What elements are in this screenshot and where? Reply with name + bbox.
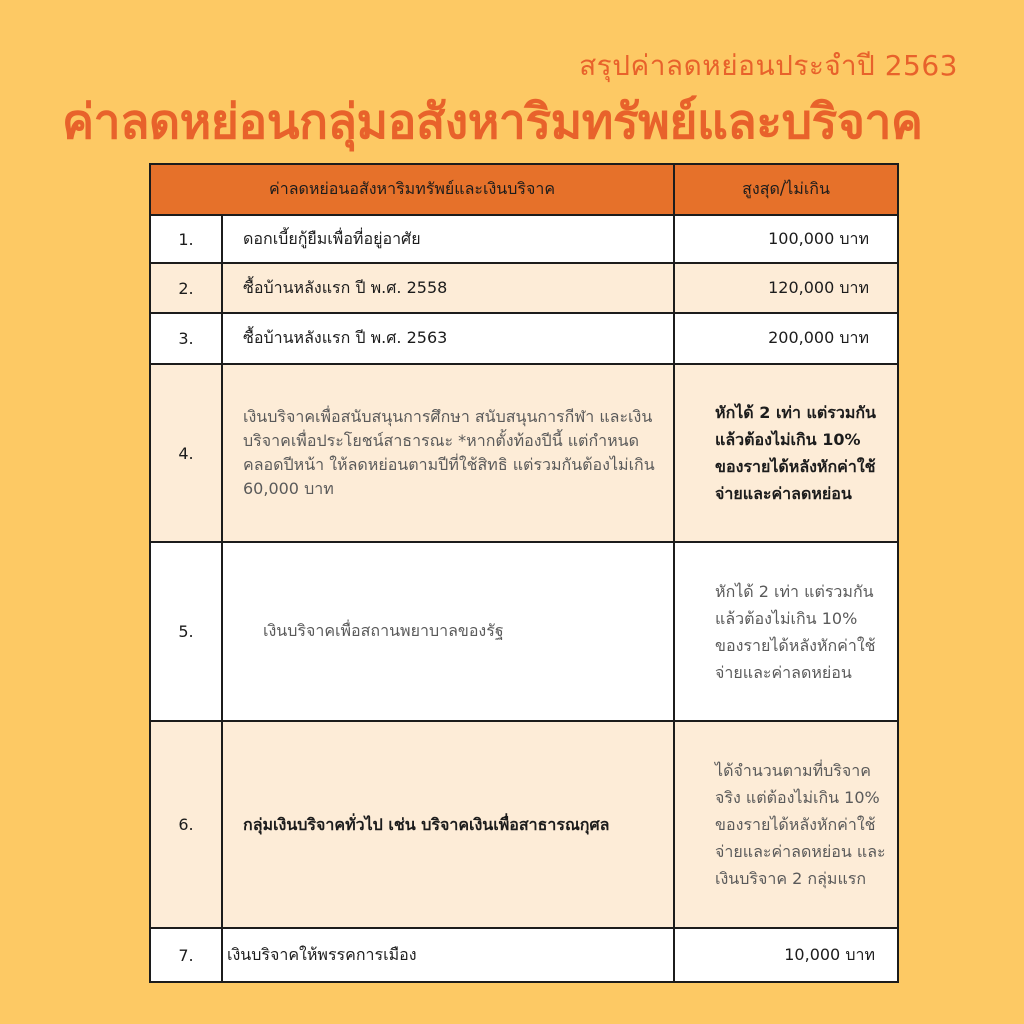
row-number: 3. <box>150 313 222 364</box>
table-row <box>150 364 898 542</box>
row-description: ซื้อบ้านหลังแรก ปี พ.ศ. 2563 <box>222 313 674 364</box>
row-description: ซื้อบ้านหลังแรก ปี พ.ศ. 2558 <box>222 263 674 313</box>
row-amount: 120,000 บาท <box>674 263 898 313</box>
table-row <box>150 263 898 313</box>
row-number: 4. <box>150 364 222 542</box>
row-amount: 100,000 บาท <box>674 215 898 263</box>
page-title: ค่าลดหย่อนกลุ่มอสังหาริมทรัพย์และบริจาค <box>62 94 923 150</box>
row-number: 7. <box>150 928 222 982</box>
row-description: เงินบริจาคเพื่อสนับสนุนการศึกษา สนับสนุนการกีฬา และเงินบริจาคเพื่อประโยชน์สาธารณะ *หากตั้งท้องปีนี้ แต่กำหนดคลอดปีหน้า ให้ลดหย่อนตามปีที่ใช้สิทธิ แต่รวมกันต้องไม่เกิน 60,000 บาท <box>222 364 674 542</box>
row-amount: ได้จำนวนตามที่บริจาคจริง แต่ต้องไม่เกิน 10% ของรายได้หลังหักค่าใช้จ่ายและค่าลดหย่อน และเงินบริจาค 2 กลุ่มแรก <box>674 721 898 928</box>
row-amount: 10,000 บาท <box>674 928 898 982</box>
subtitle: สรุปค่าลดหย่อนประจำปี 2563 <box>579 49 958 82</box>
table-row <box>150 313 898 364</box>
row-amount: 200,000 บาท <box>674 313 898 364</box>
table-row <box>150 928 898 982</box>
row-number: 6. <box>150 721 222 928</box>
table-row <box>150 215 898 263</box>
row-amount: หักได้ 2 เท่า แต่รวมกันแล้วต้องไม่เกิน 10% ของรายได้หลังหักค่าใช้จ่ายและค่าลดหย่อน <box>674 542 898 721</box>
row-description: เงินบริจาคให้พรรคการเมือง <box>222 928 674 982</box>
row-description: เงินบริจาคเพื่อสถานพยาบาลของรัฐ <box>222 542 674 721</box>
table-row <box>150 721 898 928</box>
row-number: 5. <box>150 542 222 721</box>
table-row <box>150 542 898 721</box>
row-number: 1. <box>150 215 222 263</box>
header-description: ค่าลดหย่อนอสังหาริมทรัพย์และเงินบริจาค <box>150 164 674 215</box>
header-max: สูงสุด/ไม่เกิน <box>674 164 898 215</box>
row-description: ดอกเบี้ยกู้ยืมเพื่อที่อยู่อาศัย <box>222 215 674 263</box>
deduction-table <box>149 163 899 983</box>
row-description: กลุ่มเงินบริจาคทั่วไป เช่น บริจาคเงินเพื่อสาธารณกุศล <box>222 721 674 928</box>
row-number: 2. <box>150 263 222 313</box>
row-amount: หักได้ 2 เท่า แต่รวมกันแล้วต้องไม่เกิน 10% ของรายได้หลังหักค่าใช้จ่ายและค่าลดหย่อน <box>674 364 898 542</box>
table-header-row <box>150 164 898 215</box>
